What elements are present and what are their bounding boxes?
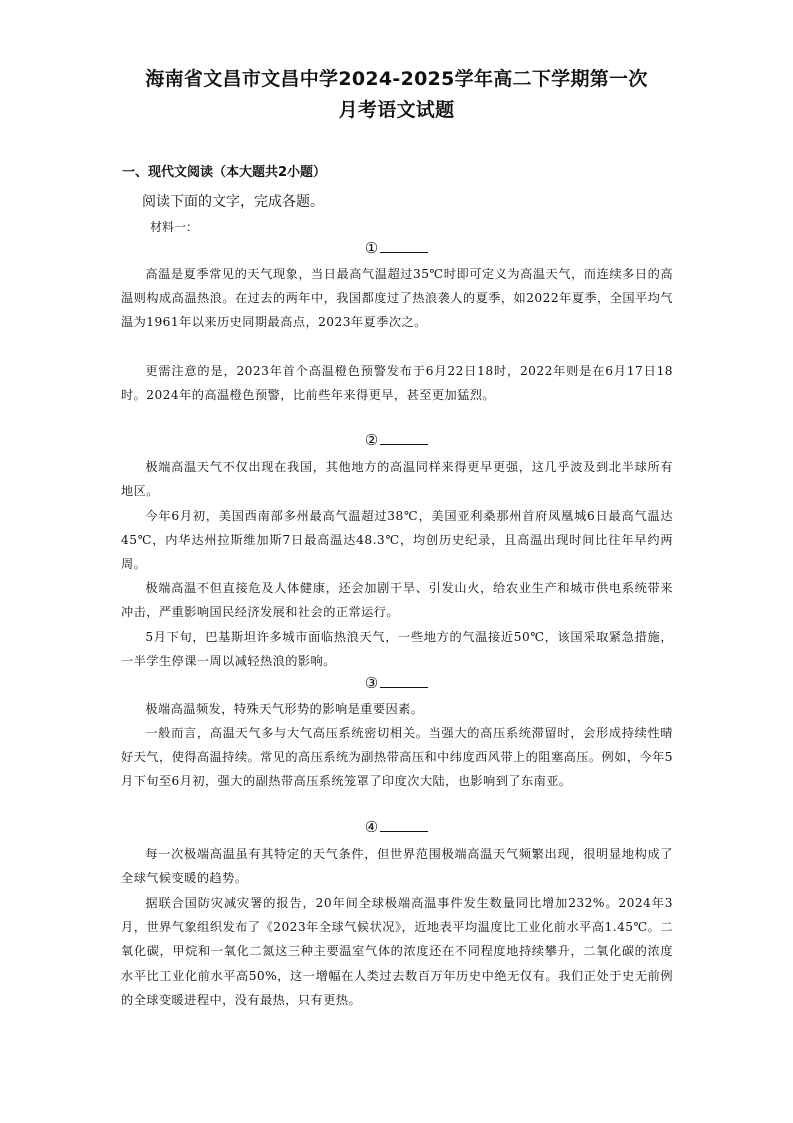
paragraph: 今年6月初，美国西南部多州最高气温超过38℃，美国亚利桑那州首府凤凰城6日最高气温达45℃，内华达州拉斯维加斯7日最高温达48.3℃，均创历史纪录，且高温出现时间比往年早约两周。 — [121, 509, 673, 572]
answer-blank — [380, 819, 428, 832]
paragraph: 极端高温天气不仅出现在我国，其他地方的高温同样来得更早更强，这几乎波及到北半球所有地区。 — [121, 460, 673, 499]
blank-marker: ① — [364, 239, 379, 257]
subheading-blank-2 — [0, 431, 793, 449]
paragraph: 高温是夏季常见的天气现象，当日最高气温超过35℃时即可定义为高温天气，而连续多日的高温则构成高温热浪。在过去的两年中，我国都度过了热浪袭人的夏季，如2022年夏季，全国平均气温为1961年以来历史同期最高点，2023年夏季次之。 — [121, 267, 673, 330]
paragraph: 一般而言，高温天气多与大气高压系统密切相关。当强大的高压系统滞留时，会形成持续性晴好天气，使得高温持续。常见的高压系统为副热带高压和中纬度西风带上的阻塞高压。例如，今年5月下旬至6月初，强大的副热带高压系统笼罩了印度次大陆，也影响到了东南亚。 — [121, 726, 673, 789]
paragraph: 更需注意的是，2023年首个高温橙色预警发布于6月22日18时，2022年则是在6月17日18时。2024年的高温橙色预警，比前些年来得更早，甚至更加猛烈。 — [121, 364, 673, 403]
paragraph: 极端高温频发，特殊天气形势的影响是重要因素。 — [145, 702, 424, 716]
answer-blank — [380, 240, 428, 253]
paragraph: 据联合国防灾减灾署的报告，20年间全球极端高温事件发生数量同比增加232%。2024年3月，世界气象组织发布了《2023年全球气候状况》，近地表平均温度比工业化前水平高1.45℃。二氧化碳，甲烷和一氧化二氮这三种主要温室气体的浓度还在不同程度地持续攀升，二氧化碳的浓度水平比工业化前水平高50%，这一增幅在人类过去数百万年历史中绝无仅有。我们正处于史无前例的全球变暖进程中，没有最热，只有更热。 — [121, 896, 673, 1007]
subheading-blank-4 — [0, 818, 793, 836]
blank-marker: ④ — [364, 818, 379, 836]
blank-marker: ③ — [364, 674, 379, 692]
document-title-line-1: 海南省文昌市文昌中学2024-2025学年高二下学期第一次 — [145, 68, 648, 90]
subheading-blank-3 — [0, 674, 793, 692]
paragraph: 每一次极端高温虽有其特定的天气条件，但世界范围极端高温天气频繁出现，很明显地构成了全球气候变暖的趋势。 — [121, 847, 673, 886]
paragraph: 5月下旬，巴基斯坦许多城市面临热浪天气，一些地方的气温接近50℃，该国采取紧急措施，一半学生停课一周以减轻热浪的影响。 — [121, 630, 673, 669]
reading-instruction: 阅读下面的文字，完成各题。 — [142, 194, 324, 210]
section-heading: 一、现代文阅读（本大题共2小题） — [122, 165, 327, 180]
answer-blank — [380, 432, 428, 445]
subheading-blank-1 — [0, 239, 793, 257]
material-label: 材料一： — [150, 220, 199, 234]
blank-marker: ② — [364, 431, 379, 449]
answer-blank — [380, 675, 428, 688]
document-title-line-2: 月考语文试题 — [338, 99, 455, 121]
paragraph: 极端高温不但直接危及人体健康，还会加剧干旱、引发山火，给农业生产和城市供电系统带来冲击，严重影响国民经济发展和社会的正常运行。 — [121, 581, 673, 620]
